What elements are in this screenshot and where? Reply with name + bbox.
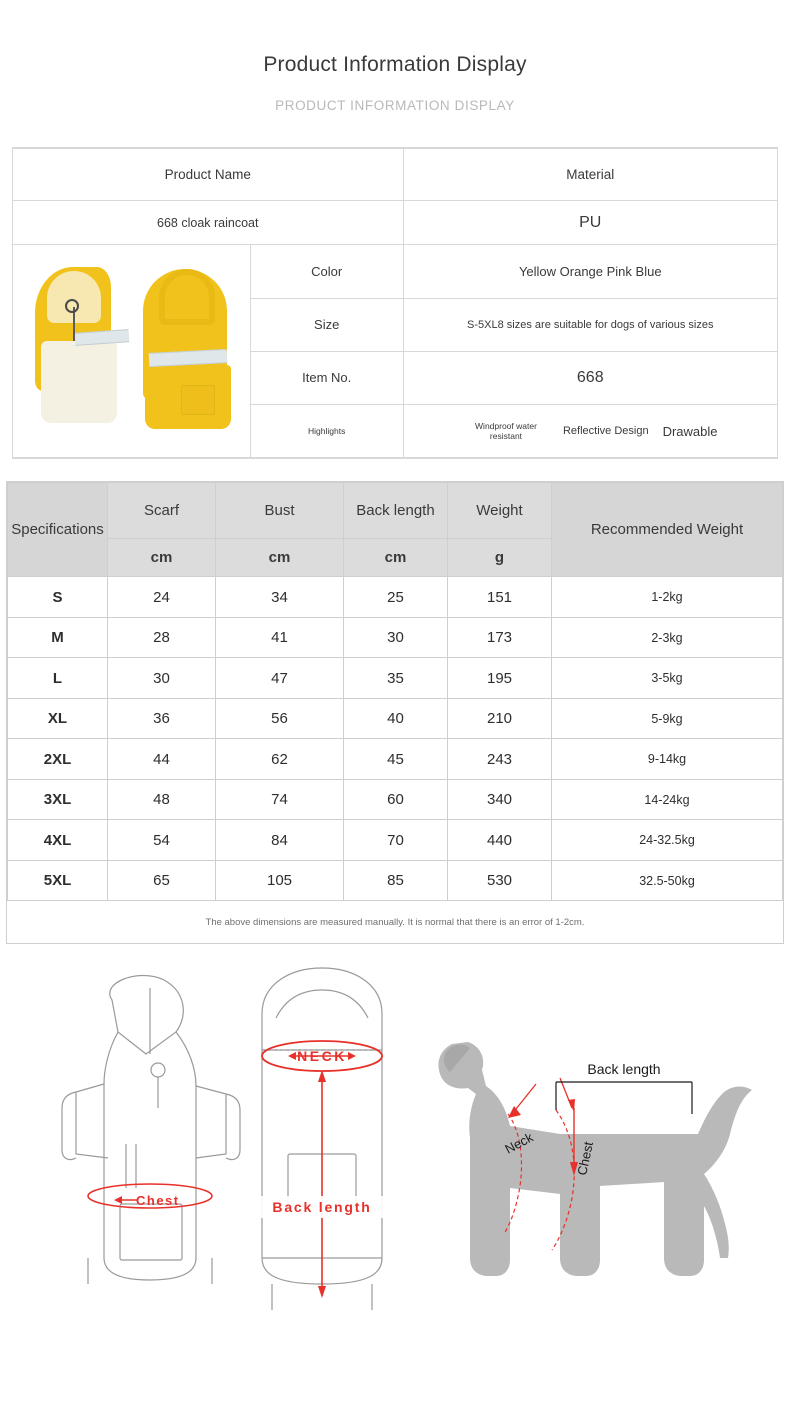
spec-unit-back-length: cm xyxy=(344,539,448,577)
row-back: 30 xyxy=(344,617,448,658)
table-row xyxy=(8,779,783,820)
table-row xyxy=(13,245,777,298)
spec-unit-scarf: cm xyxy=(108,539,216,577)
highlight-drawable: Drawable xyxy=(662,423,718,439)
product-name-header: Product Name xyxy=(13,149,403,201)
table-row xyxy=(8,577,783,618)
row-size: 4XL xyxy=(8,820,108,861)
spec-col-scarf: Scarf xyxy=(108,483,216,539)
row-bust: 105 xyxy=(216,860,344,901)
raincoat-left-body xyxy=(41,341,117,423)
row-recommended: 1-2kg xyxy=(552,577,783,618)
spec-col-recommended-weight: Recommended Weight xyxy=(552,483,783,577)
spec-unit-bust: cm xyxy=(216,539,344,577)
row-scarf: 28 xyxy=(108,617,216,658)
chest-label-dog: Chest xyxy=(574,1140,596,1177)
row-back: 85 xyxy=(344,860,448,901)
row-recommended: 32.5-50kg xyxy=(552,860,783,901)
row-back: 40 xyxy=(344,698,448,739)
table-row xyxy=(8,860,783,901)
row-weight: 151 xyxy=(448,577,552,618)
spec-col-weight: Weight xyxy=(448,483,552,539)
page-title: Product Information Display xyxy=(263,53,527,76)
page-header xyxy=(0,0,790,113)
row-scarf: 24 xyxy=(108,577,216,618)
row-size: L xyxy=(8,658,108,699)
spec-col-specifications: Specifications xyxy=(8,483,108,577)
color-value: Yellow Orange Pink Blue xyxy=(403,245,777,298)
row-scarf: 48 xyxy=(108,779,216,820)
highlight-waterproof: Windproof water resistant xyxy=(475,420,537,442)
row-recommended: 24-32.5kg xyxy=(552,820,783,861)
row-size: S xyxy=(8,577,108,618)
row-bust: 47 xyxy=(216,658,344,699)
spec-header-row xyxy=(8,483,783,539)
row-size: 5XL xyxy=(8,860,108,901)
table-row xyxy=(8,698,783,739)
measurement-diagram xyxy=(0,958,790,1338)
row-scarf: 54 xyxy=(108,820,216,861)
size-spec-table xyxy=(6,481,784,944)
back-length-label-dog: Back length xyxy=(587,1060,661,1077)
table-row xyxy=(8,820,783,861)
row-back: 70 xyxy=(344,820,448,861)
neck-label: NECK xyxy=(297,1047,347,1064)
row-back: 60 xyxy=(344,779,448,820)
row-bust: 62 xyxy=(216,739,344,780)
row-size: XL xyxy=(8,698,108,739)
dog-silhouette xyxy=(439,1042,753,1276)
row-weight: 243 xyxy=(448,739,552,780)
size-label: Size xyxy=(250,298,403,351)
row-back: 45 xyxy=(344,739,448,780)
row-bust: 41 xyxy=(216,617,344,658)
row-bust: 84 xyxy=(216,820,344,861)
table-row xyxy=(8,617,783,658)
row-weight: 440 xyxy=(448,820,552,861)
material-value: PU xyxy=(403,201,777,245)
coat-side-view-diagram xyxy=(62,975,240,1283)
row-recommended: 2-3kg xyxy=(552,617,783,658)
table-row xyxy=(13,149,777,201)
table-row xyxy=(8,658,783,699)
table-row xyxy=(8,739,783,780)
highlights-label: Highlights xyxy=(250,405,403,458)
highlights-value xyxy=(403,405,777,458)
row-weight: 210 xyxy=(448,698,552,739)
row-recommended: 14-24kg xyxy=(552,779,783,820)
spec-col-bust: Bust xyxy=(216,483,344,539)
row-recommended: 5-9kg xyxy=(552,698,783,739)
table-row xyxy=(13,201,777,245)
row-weight: 340 xyxy=(448,779,552,820)
neck-label-dog: Neck xyxy=(502,1129,536,1157)
row-recommended: 9-14kg xyxy=(552,739,783,780)
chest-label-left: Chest xyxy=(136,1192,180,1208)
row-scarf: 30 xyxy=(108,658,216,699)
row-scarf: 65 xyxy=(108,860,216,901)
spec-col-back-length: Back length xyxy=(344,483,448,539)
row-back: 25 xyxy=(344,577,448,618)
row-scarf: 36 xyxy=(108,698,216,739)
row-bust: 56 xyxy=(216,698,344,739)
row-size: 2XL xyxy=(8,739,108,780)
item-no-label: Item No. xyxy=(250,351,403,404)
back-length-label-front: Back length xyxy=(272,1198,372,1215)
raincoat-right-hood xyxy=(159,269,215,325)
row-size: M xyxy=(8,617,108,658)
product-image xyxy=(13,245,250,458)
highlight-reflective: Reflective Design xyxy=(562,425,649,438)
spec-unit-weight: g xyxy=(448,539,552,577)
material-header: Material xyxy=(403,149,777,201)
color-label: Color xyxy=(250,245,403,298)
row-bust: 34 xyxy=(216,577,344,618)
size-value: S-5XL8 sizes are suitable for dogs of various sizes xyxy=(403,298,777,351)
row-weight: 530 xyxy=(448,860,552,901)
item-no-value: 668 xyxy=(403,351,777,404)
product-info-table xyxy=(12,147,778,459)
product-name-value: 668 cloak raincoat xyxy=(13,201,403,245)
row-recommended: 3-5kg xyxy=(552,658,783,699)
pocket-right xyxy=(181,385,215,415)
row-bust: 74 xyxy=(216,779,344,820)
measurement-note-row xyxy=(8,901,783,943)
row-scarf: 44 xyxy=(108,739,216,780)
row-weight: 195 xyxy=(448,658,552,699)
reflective-strip-left xyxy=(75,329,130,346)
row-size: 3XL xyxy=(8,779,108,820)
row-weight: 173 xyxy=(448,617,552,658)
row-back: 35 xyxy=(344,658,448,699)
page-subtitle: PRODUCT INFORMATION DISPLAY xyxy=(275,98,515,114)
measurement-note: The above dimensions are measured manually. It is normal that there is an error of 1-2cm. xyxy=(8,901,783,943)
